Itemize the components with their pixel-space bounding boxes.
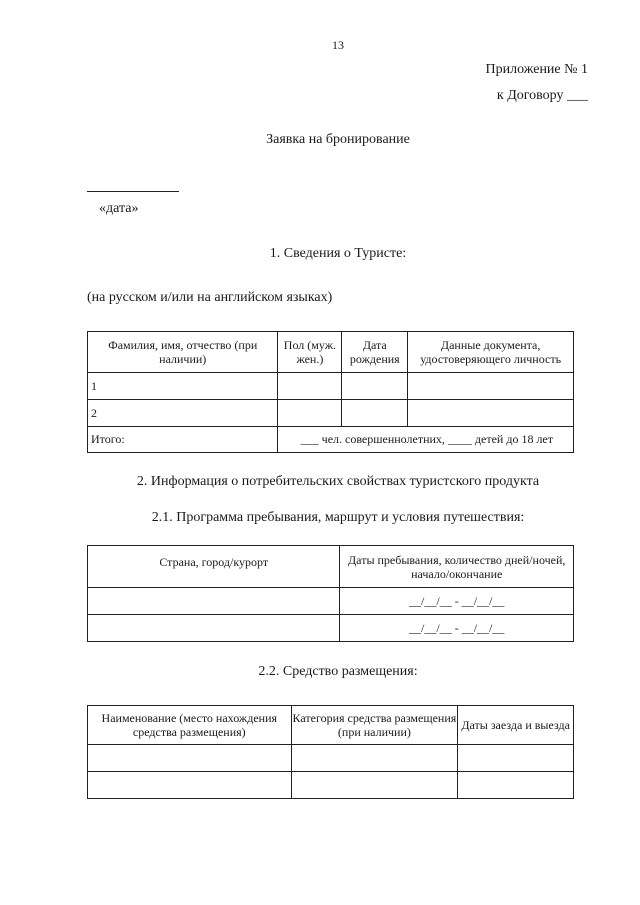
appendix-number: Приложение № 1: [485, 62, 588, 77]
cell-doc-1[interactable]: [408, 373, 574, 400]
cell-country-2[interactable]: [88, 615, 340, 642]
header-country-city: Страна, город/курорт: [88, 546, 340, 588]
cell-doc-2[interactable]: [408, 400, 574, 427]
cell-sex-1[interactable]: [278, 373, 342, 400]
itinerary-table: [87, 545, 574, 642]
cell-accommodation-name-1[interactable]: [88, 745, 292, 772]
header-checkin-checkout: Даты заезда и выезда: [458, 706, 574, 745]
stay-dates-1[interactable]: __/__/__ - __/__/__: [340, 588, 574, 615]
tourist-table: [87, 331, 574, 453]
section2-heading: 2. Информация о потребительских свойствах туристского продукта: [136, 474, 540, 489]
header-stay-dates: Даты пребывания, количество дней/ночей, начало/окончание: [340, 546, 574, 588]
section1-heading: 1. Сведения о Туристе:: [269, 246, 407, 261]
row-number-2: 2: [88, 400, 278, 427]
header-full-name: Фамилия, имя, отчество (при наличии): [88, 332, 278, 373]
language-note: (на русском и/или на английском языках): [87, 290, 333, 305]
total-text: ___ чел. совершеннолетних, ____ детей до 18 лет: [278, 427, 574, 453]
cell-birth-1[interactable]: [342, 373, 408, 400]
cell-sex-2[interactable]: [278, 400, 342, 427]
date-blank-line: [87, 191, 179, 192]
page-number: 13: [332, 38, 344, 52]
header-accommodation-category: Категория средства размещения (при наличии): [291, 706, 458, 745]
date-label: «дата»: [99, 201, 139, 216]
stay-dates-2[interactable]: __/__/__ - __/__/__: [340, 615, 574, 642]
header-sex: Пол (муж. жен.): [278, 332, 342, 373]
section2-1-heading: 2.1. Программа пребывания, маршрут и условия путешествия:: [151, 510, 525, 525]
section2-2-heading: 2.2. Средство размещения:: [258, 664, 418, 679]
document-title: Заявка на бронирование: [266, 132, 410, 147]
cell-accommodation-category-2[interactable]: [291, 772, 458, 799]
appendix-contract: к Договору ___: [496, 88, 588, 103]
header-birth-date: Дата рождения: [342, 332, 408, 373]
total-label: Итого:: [88, 427, 278, 453]
header-accommodation-name: Наименование (место нахождения средства размещения): [88, 706, 292, 745]
cell-checkin-1[interactable]: [458, 745, 574, 772]
cell-accommodation-category-1[interactable]: [291, 745, 458, 772]
cell-accommodation-name-2[interactable]: [88, 772, 292, 799]
cell-country-1[interactable]: [88, 588, 340, 615]
header-id-document: Данные документа, удостоверяющего личность: [408, 332, 574, 373]
row-number-1: 1: [88, 373, 278, 400]
cell-checkin-2[interactable]: [458, 772, 574, 799]
accommodation-table: [87, 705, 574, 799]
cell-birth-2[interactable]: [342, 400, 408, 427]
